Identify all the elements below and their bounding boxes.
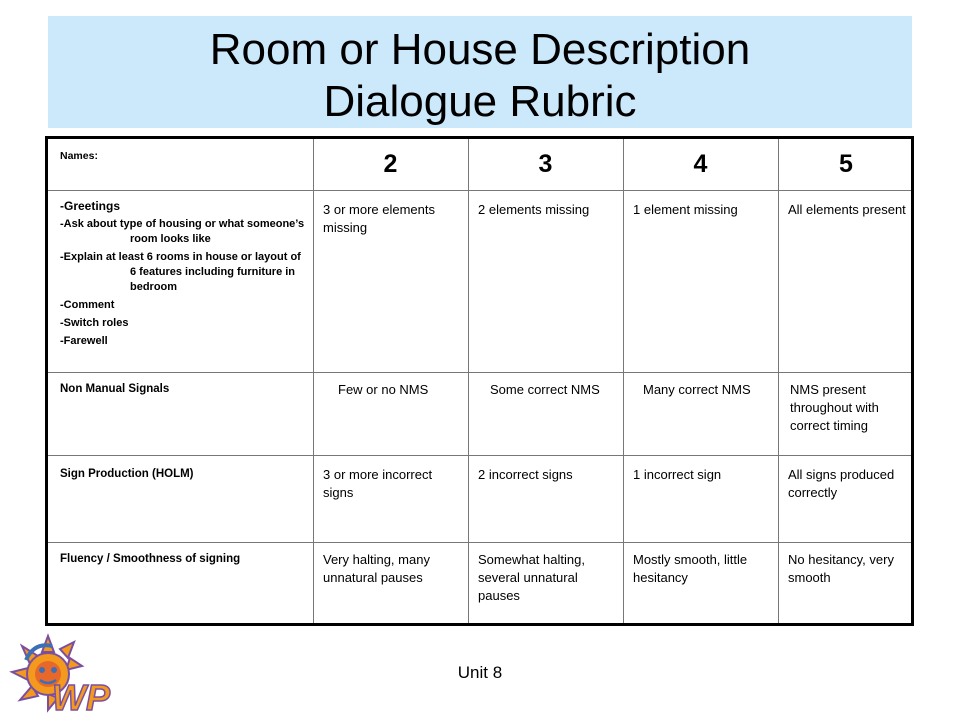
score-header: 4 <box>693 150 708 178</box>
title-line-2: Dialogue Rubric <box>323 77 637 126</box>
task-item: -Explain at least 6 rooms in house or layout of 6 features including furniture in bedroom <box>60 251 301 293</box>
descriptor-cell: 1 element missing <box>633 202 738 217</box>
sun-logo-icon <box>8 632 120 716</box>
column-divider <box>778 139 779 623</box>
task-item: -Ask about type of housing or what someone’s room looks like <box>60 218 305 245</box>
descriptor-cell: 1 incorrect sign <box>633 467 722 482</box>
column-divider <box>313 139 314 623</box>
task-item: -Farewell <box>60 335 108 347</box>
descriptor-cell: Very halting, many unnatural pauses <box>323 552 430 585</box>
row-divider <box>48 542 911 543</box>
descriptor-cell: Some correct NMS <box>490 382 600 397</box>
task-item: -Comment <box>60 299 115 311</box>
title-line-1: Room or House Description <box>209 25 751 74</box>
descriptor-cell: Mostly smooth, little hesitancy <box>633 552 748 585</box>
row-divider <box>48 372 911 373</box>
column-divider <box>623 139 624 623</box>
row-divider <box>48 190 911 191</box>
descriptor-cell: 3 or more incorrect signs <box>323 467 433 500</box>
names-label: Names: <box>60 150 98 162</box>
descriptor-cell: Many correct NMS <box>643 382 751 397</box>
descriptor-cell: Few or no NMS <box>338 382 429 397</box>
column-divider <box>468 139 469 623</box>
descriptor-cell: Somewhat halting, several unnatural pauses <box>478 552 585 603</box>
logo-letters: WP <box>52 677 110 716</box>
task-item: -Greetings <box>60 199 121 213</box>
criterion-label: Fluency / Smoothness of signing <box>60 553 241 565</box>
criterion-label: Non Manual Signals <box>60 383 170 395</box>
descriptor-cell: 2 elements missing <box>478 202 590 217</box>
score-header: 2 <box>383 150 398 178</box>
score-header: 5 <box>839 150 853 178</box>
descriptor-cell: NMS present throughout with correct timing <box>790 382 879 433</box>
dialogue-task-list <box>60 199 306 352</box>
title-banner <box>48 16 912 128</box>
task-item: -Switch roles <box>60 317 129 329</box>
row-divider <box>48 455 911 456</box>
descriptor-cell: All signs produced correctly <box>788 467 895 500</box>
criterion-label: Sign Production (HOLM) <box>60 468 194 480</box>
descriptor-cell: All elements present <box>788 202 906 217</box>
score-header: 3 <box>538 150 553 178</box>
descriptor-cell: 3 or more elements missing <box>323 202 435 235</box>
descriptor-cell: No hesitancy, very smooth <box>788 552 894 585</box>
descriptor-cell: 2 incorrect signs <box>478 467 573 482</box>
footer-unit-label: Unit 8 <box>457 663 503 682</box>
rubric-table <box>45 136 914 626</box>
